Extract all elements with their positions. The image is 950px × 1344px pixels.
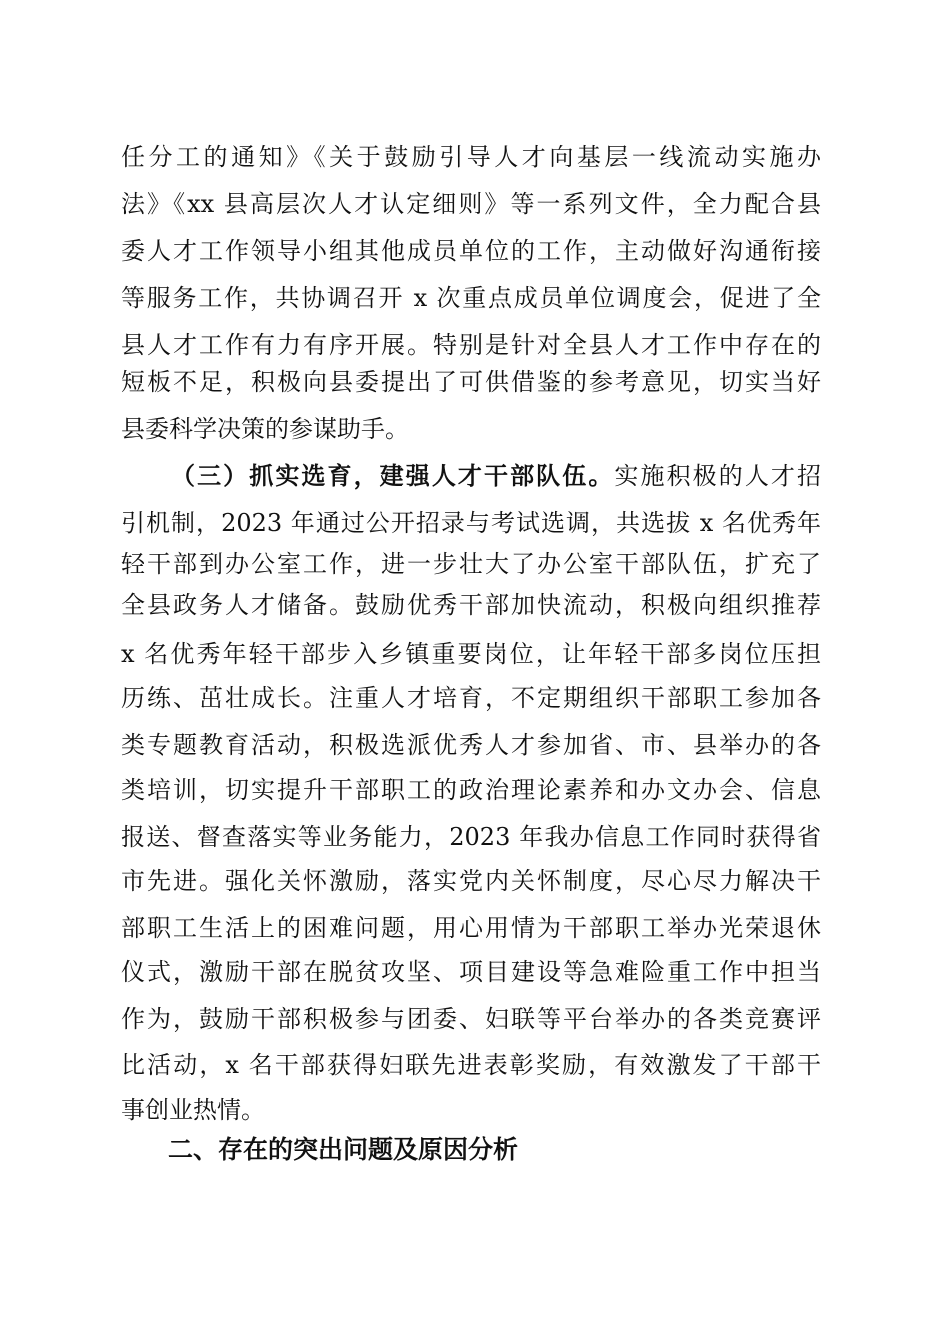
paragraph-2-line: 部职工生活上的困难问题，用心用情为干部职工举办光荣退休 xyxy=(121,914,821,942)
paragraph-2-line: 市先进。强化关怀激励，落实党内关怀制度，尽心尽力解决干 xyxy=(121,867,821,895)
paragraph-2-line: 仪式，激励干部在脱贫攻坚、项目建设等急难险重工作中担当 xyxy=(121,958,821,986)
paragraph-1-line: 短板不足，积极向县委提出了可供借鉴的参考意见，切实当好 xyxy=(121,368,821,396)
paragraph-2-first-line-rest: 实施积极的人才招 xyxy=(614,462,822,490)
paragraph-2-first-line xyxy=(171,453,821,500)
paragraph-1-line: 县委科学决策的参谋助手。 xyxy=(121,415,409,443)
paragraph-2-line: 历练、茁壮成长。注重人才培育，不定期组织干部职工参加各 xyxy=(121,684,821,712)
paragraph-2-line: x 名优秀年轻干部步入乡镇重要岗位，让年轻干部多岗位压担 xyxy=(121,640,821,668)
paragraph-2-line: 类培训，切实提升干部职工的政治理论素养和办文办会、信息 xyxy=(121,776,821,804)
paragraph-2-line: 引机制，2023 年通过公开招录与考试选调，共选拔 x 名优秀年 xyxy=(121,509,821,537)
paragraph-1-line: 任分工的通知》《关于鼓励引导人才向基层一线流动实施办 xyxy=(121,143,821,171)
paragraph-1-line: 等服务工作，共协调召开 x 次重点成员单位调度会，促进了全 xyxy=(121,284,821,312)
paragraph-2-line: 作为，鼓励干部积极参与团委、妇联等平台举办的各类竞赛评 xyxy=(121,1005,821,1033)
paragraph-1-line: 县人才工作有力有序开展。特别是针对全县人才工作中存在的 xyxy=(121,331,821,359)
paragraph-1-line: 委人才工作领导小组其他成员单位的工作，主动做好沟通衔接 xyxy=(121,237,821,265)
paragraph-2-line: 轻干部到办公室工作，进一步壮大了办公室干部队伍，扩充了 xyxy=(121,550,821,578)
paragraph-2-line: 报送、督查落实等业务能力，2023 年我办信息工作同时获得省 xyxy=(121,823,821,851)
section-heading: 二、存在的突出问题及原因分析 xyxy=(168,1135,519,1164)
paragraph-1-line: 法》《xx 县高层次人才认定细则》等一系列文件，全力配合县 xyxy=(121,190,821,218)
paragraph-2-line: 事创业热情。 xyxy=(121,1096,265,1124)
subsection-heading: （三）抓实选育，建强人才干部队伍。 xyxy=(171,462,615,490)
paragraph-2-line: 全县政务人才储备。鼓励优秀干部加快流动，积极向组织推荐 xyxy=(121,591,821,619)
paragraph-2-line: 比活动，x 名干部获得妇联先进表彰奖励，有效激发了干部干 xyxy=(121,1051,821,1079)
paragraph-2-line: 类专题教育活动，积极选派优秀人才参加省、市、县举办的各 xyxy=(121,731,821,759)
